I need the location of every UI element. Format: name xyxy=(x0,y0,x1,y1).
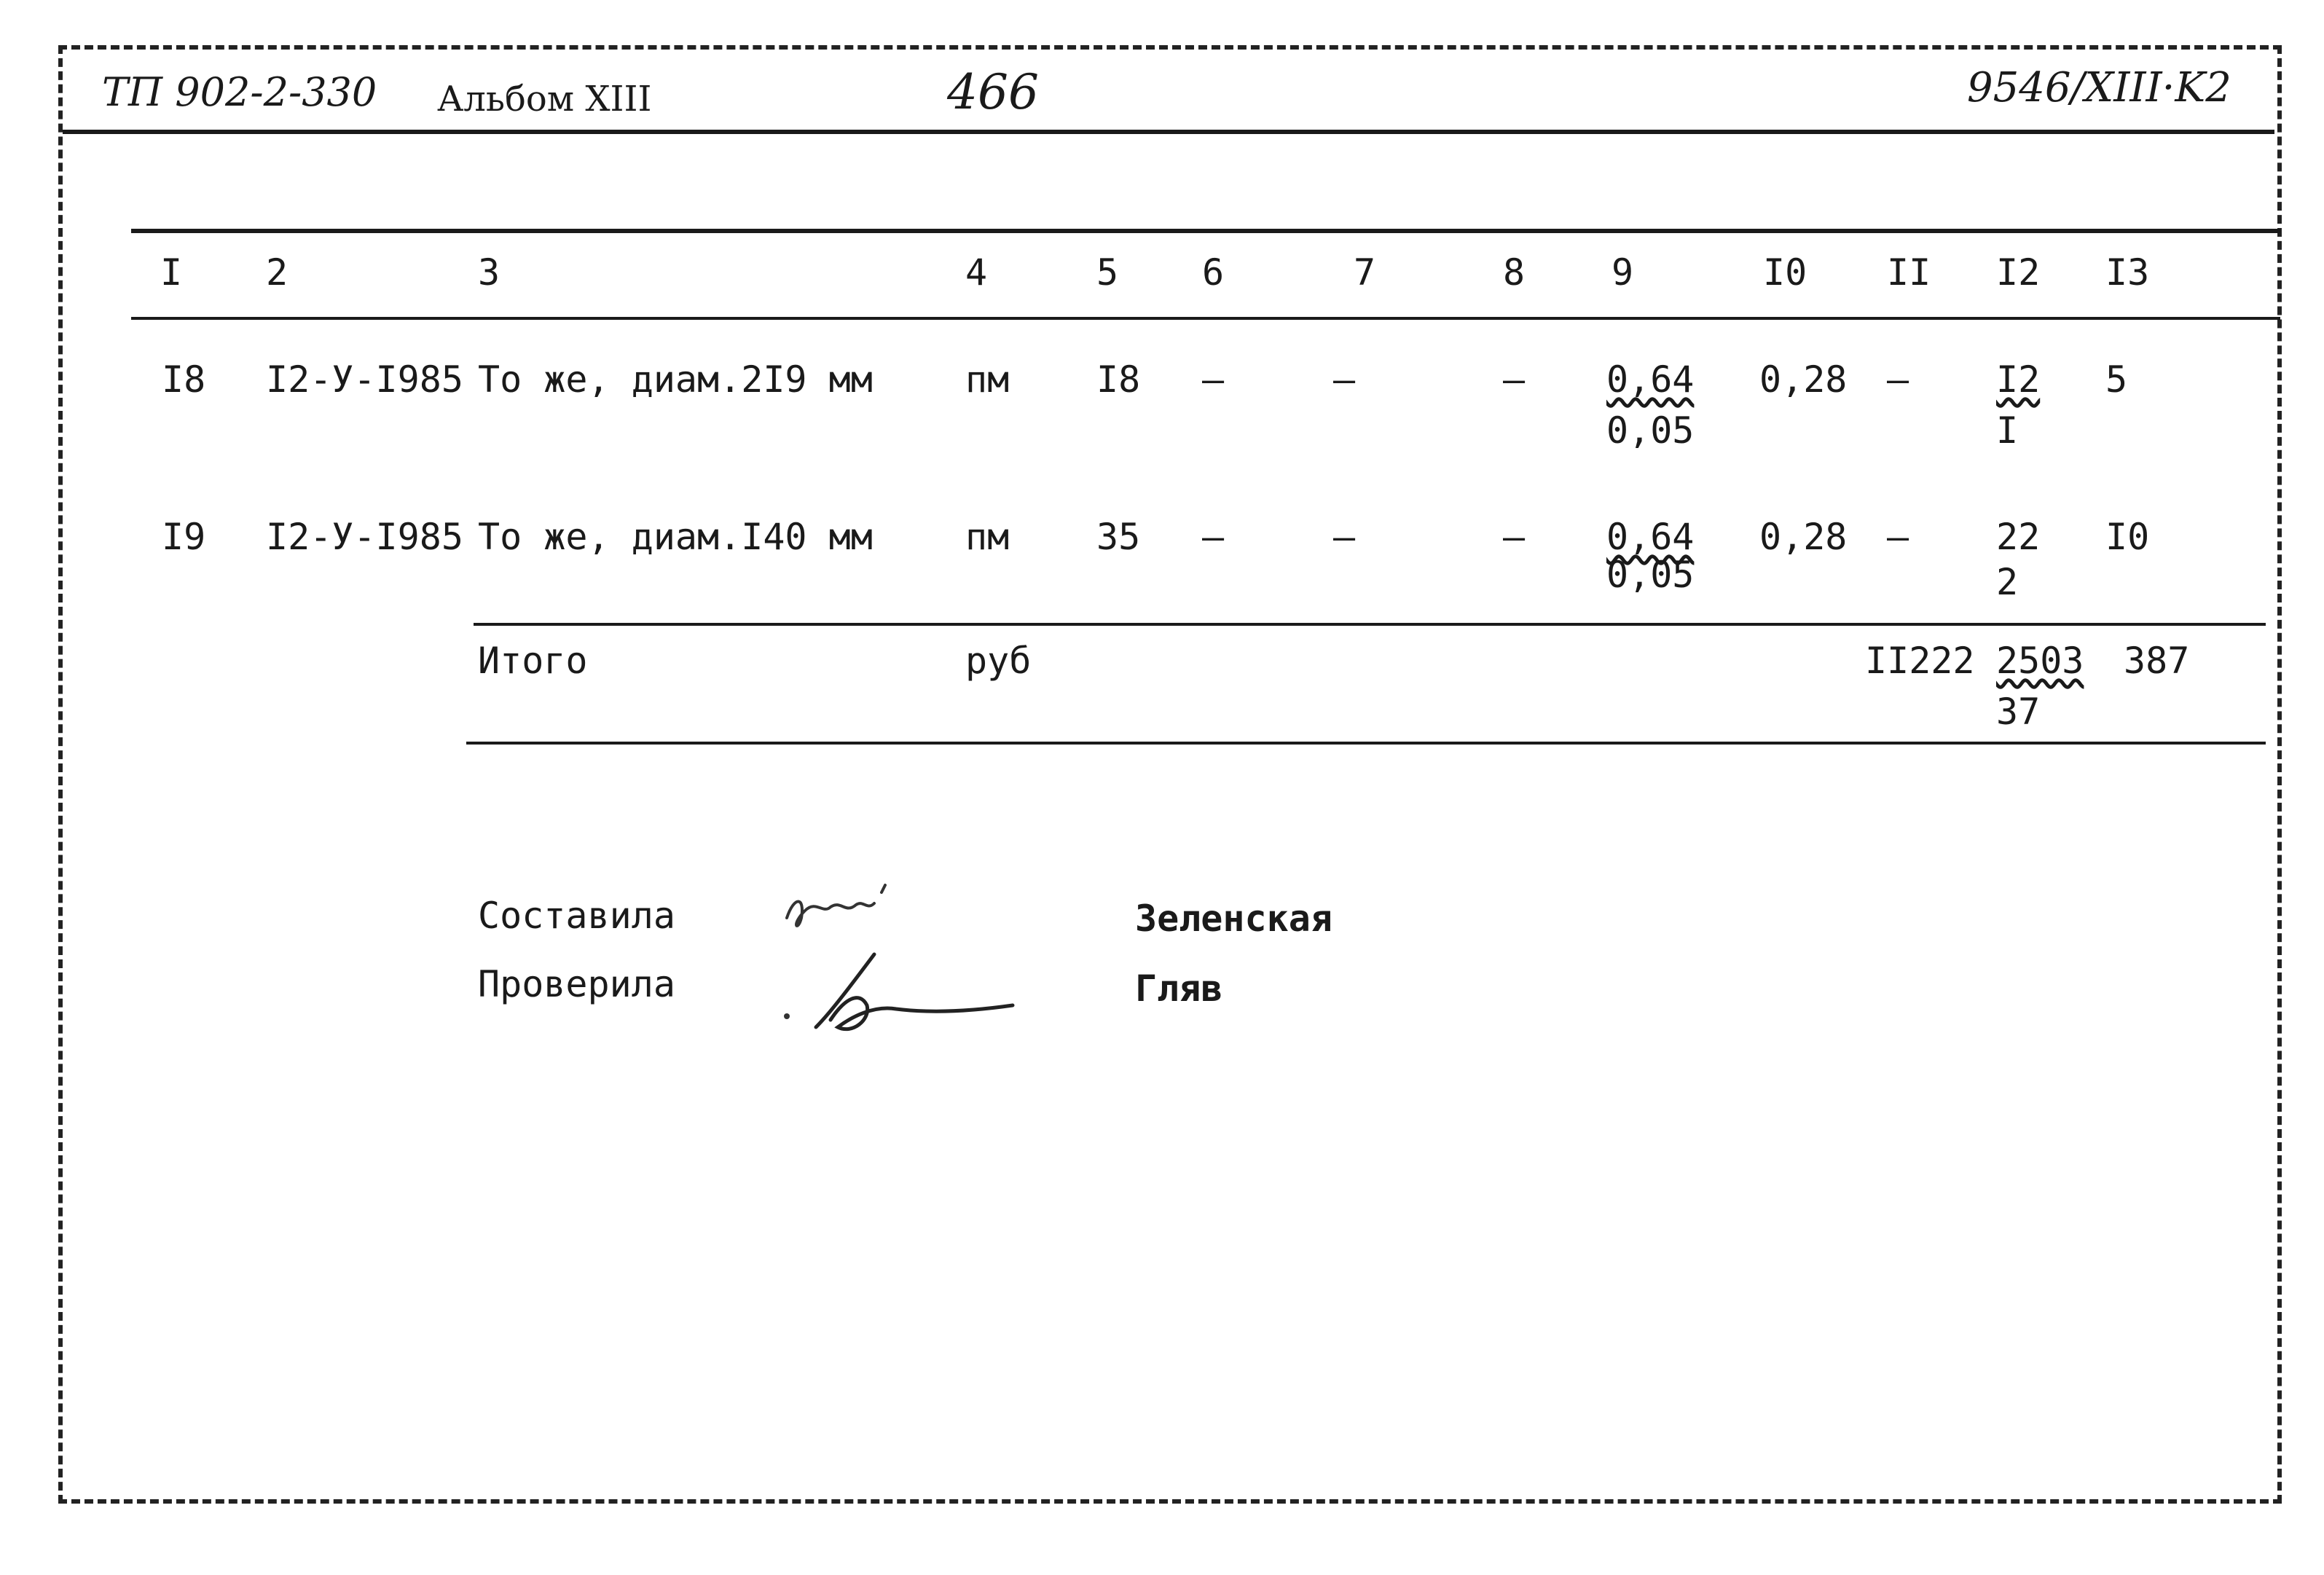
col12-top-value: I2 xyxy=(1996,358,2041,401)
compiled-label: Составила xyxy=(478,895,675,937)
col9-bottom-value: 0,05 xyxy=(1606,409,1695,452)
column-number: I xyxy=(160,251,183,294)
col10-value: 0,28 xyxy=(1759,358,1848,401)
col6-value: – xyxy=(1202,516,1225,558)
col9-bottom-value: 0,05 xyxy=(1606,554,1695,596)
column-number: 6 xyxy=(1202,251,1225,294)
col9-top-value: 0,64 xyxy=(1606,358,1695,401)
col6-value: – xyxy=(1202,358,1225,401)
total-col13: 387 xyxy=(2124,640,2190,682)
column-header-rule xyxy=(131,317,2280,320)
archive-code: 9546/XIII·K2 xyxy=(1967,64,2231,111)
item-name: То же, диам.2I9 мм xyxy=(478,358,873,401)
position-number: I9 xyxy=(162,516,206,558)
col8-value: – xyxy=(1503,516,1526,558)
project-code: ТП 902-2-330 xyxy=(102,69,377,115)
column-number: I2 xyxy=(1996,251,2041,294)
column-number: I3 xyxy=(2105,251,2150,294)
header-rule xyxy=(63,130,2274,134)
page-number: 466 xyxy=(947,64,1039,120)
item-name: То же, диам.I40 мм xyxy=(478,516,873,558)
col9-top-value: 0,64 xyxy=(1606,516,1695,558)
table-top-rule xyxy=(131,229,2280,233)
col13-value: I0 xyxy=(2105,516,2150,558)
column-number: 9 xyxy=(1612,251,1634,294)
quantity: I8 xyxy=(1096,358,1141,401)
col12-top-value: 22 xyxy=(1996,516,2041,558)
page-frame xyxy=(58,45,2282,1504)
column-number: 8 xyxy=(1503,251,1526,294)
column-number: II xyxy=(1887,251,1931,294)
total-col11: II222 xyxy=(1865,640,1975,682)
total-bottom-rule xyxy=(466,742,2266,745)
unit: пм xyxy=(965,358,1010,401)
compiled-name: Зеленская xyxy=(1135,898,1332,940)
column-number: 5 xyxy=(1096,251,1119,294)
total-label: Итого xyxy=(478,640,588,682)
col10-value: 0,28 xyxy=(1759,516,1848,558)
col8-value: – xyxy=(1503,358,1526,401)
album-label: Альбом XIII xyxy=(437,79,652,119)
col7-value: – xyxy=(1333,358,1356,401)
handwritten-signature xyxy=(772,874,1049,1049)
column-number: 7 xyxy=(1354,251,1376,294)
column-number: 2 xyxy=(266,251,288,294)
total-col12-top: 2503 xyxy=(1996,640,2084,682)
checked-label: Проверила xyxy=(478,963,675,1005)
col7-value: – xyxy=(1333,516,1356,558)
total-unit: руб xyxy=(965,640,1032,682)
col13-value: 5 xyxy=(2105,358,2128,401)
unit: пм xyxy=(965,516,1010,558)
total-top-rule xyxy=(474,623,2266,626)
norm-code: I2-У-I985 xyxy=(266,516,463,558)
col12-bottom-value: 2 xyxy=(1996,561,2019,603)
checked-name: Гляв xyxy=(1135,967,1223,1010)
col11-value: – xyxy=(1887,358,1909,401)
quantity: 35 xyxy=(1096,516,1141,558)
column-number: 3 xyxy=(478,251,500,294)
col12-bottom-value: I xyxy=(1996,409,2019,452)
col11-value: – xyxy=(1887,516,1909,558)
norm-code: I2-У-I985 xyxy=(266,358,463,401)
column-number: 4 xyxy=(965,251,988,294)
total-col12-bottom: 37 xyxy=(1996,691,2041,733)
position-number: I8 xyxy=(162,358,206,401)
column-number: I0 xyxy=(1763,251,1807,294)
